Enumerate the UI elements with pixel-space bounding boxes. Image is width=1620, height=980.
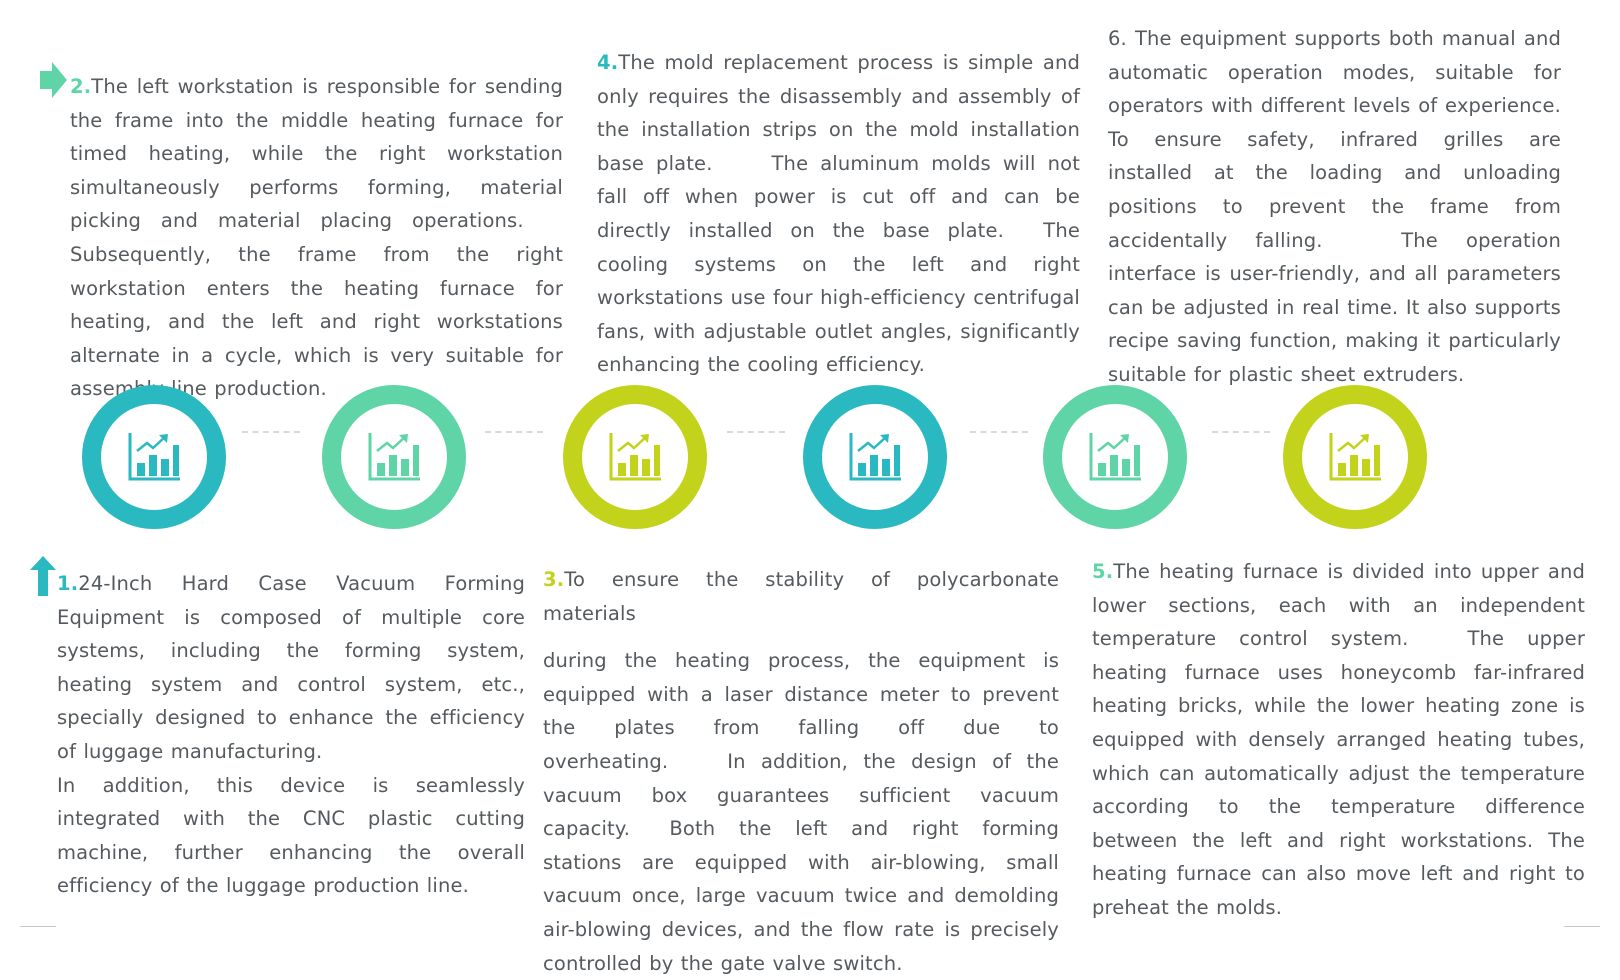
- step-circle-5: [1043, 385, 1187, 529]
- step-3-number: 3.: [543, 568, 565, 591]
- timeline-connector: [242, 431, 300, 433]
- step-2-text: [70, 70, 563, 406]
- step-6-text: [1108, 22, 1561, 392]
- bar-chart-growth-icon: [126, 431, 182, 483]
- bar-chart-growth-icon: [1327, 431, 1383, 483]
- step-circle-1: [82, 385, 226, 529]
- timeline-connector: [727, 431, 785, 433]
- step-1-number: 1.: [57, 572, 79, 595]
- arrow-right-icon: [40, 62, 68, 98]
- timeline-connector: [485, 431, 543, 433]
- step-2-paragraph: The left workstation is responsible for sending the frame into the middle heating furnace for timed heating, while the right workstation simultaneously performs forming, material picking and material placing operations. Subsequently, the frame from the right workstation enters the heating furnace for heating, and the left and right workstations alternate in a cycle, which is very suitable for assembly line production.: [70, 75, 563, 401]
- step-5-text: [1092, 555, 1585, 925]
- step-6-number: 6.: [1108, 27, 1127, 50]
- step-circle-4: [803, 385, 947, 529]
- corner-line-left: [20, 926, 56, 927]
- step-circle-2: [322, 385, 466, 529]
- corner-line-right: [1564, 926, 1600, 927]
- step-5-number: 5.: [1092, 560, 1114, 583]
- step-3-paragraph-2: during the heating process, the equipment is equipped with a laser distance meter to prevent the plates from falling off due to overheating. In addition, the design of the vacuum box guarantees sufficient vacuum capacity. Both the left and right forming stations are equipped with air-blowing, small vacuum once, large vacuum twice and demolding air-blowing devices, and the flow rate is precisely controlled by the gate valve switch.: [543, 649, 1059, 975]
- step-4-number: 4.: [597, 51, 619, 74]
- step-circle-6: [1283, 385, 1427, 529]
- step-4-paragraph: The mold replacement process is simple and only requires the disassembly and assembly of the installation strips on the mold installation base plate. The aluminum molds will not fall off when power is cut off and can be directly installed on the base plate. The cooling systems on the left and right workstations use four high-efficiency centrifugal fans, with adjustable outlet angles, significantly enhancing the cooling efficiency.: [597, 51, 1080, 377]
- step-1-paragraph-1: 24-Inch Hard Case Vacuum Forming Equipment is composed of multiple core systems, including the forming system, heating system and control system, etc., specially designed to enhance the efficiency of luggage manufacturing.: [57, 572, 525, 763]
- step-2-number: 2.: [70, 75, 92, 98]
- timeline-connector: [970, 431, 1028, 433]
- step-6-paragraph: The equipment supports both manual and automatic operation modes, suitable for operators with different levels of experience. To ensure safety, infrared grilles are installed at the loading and unloading positions to prevent the frame from accidentally falling. The operation interface is user-friendly, and all parameters can be adjusted in real time. It also supports recipe saving function, making it particularly suitable for plastic sheet extruders.: [1108, 27, 1561, 386]
- step-3-paragraph-1: To ensure the stability of polycarbonate materials: [543, 568, 1059, 625]
- bar-chart-growth-icon: [1087, 431, 1143, 483]
- arrow-up-icon: [30, 556, 56, 596]
- step-1-paragraph-2: In addition, this device is seamlessly integrated with the CNC plastic cutting machine, further enhancing the overall efficiency of the luggage production line.: [57, 773, 525, 898]
- bar-chart-growth-icon: [366, 431, 422, 483]
- bar-chart-growth-icon: [847, 431, 903, 483]
- step-1-text: [57, 567, 525, 903]
- step-4-text: [597, 46, 1080, 382]
- step-3-text: [543, 563, 1059, 980]
- step-5-paragraph: The heating furnace is divided into upper and lower sections, each with an independent temperature control system. The upper heating furnace uses honeycomb far-infrared heating bricks, while the lower heating zone is equipped with densely arranged heating tubes, which can automatically adjust the temperature according to the temperature difference between the left and right workstations. The heating furnace can also move left and right to preheat the molds.: [1092, 560, 1585, 919]
- bar-chart-growth-icon: [607, 431, 663, 483]
- timeline-connector: [1212, 431, 1270, 433]
- step-circle-3: [563, 385, 707, 529]
